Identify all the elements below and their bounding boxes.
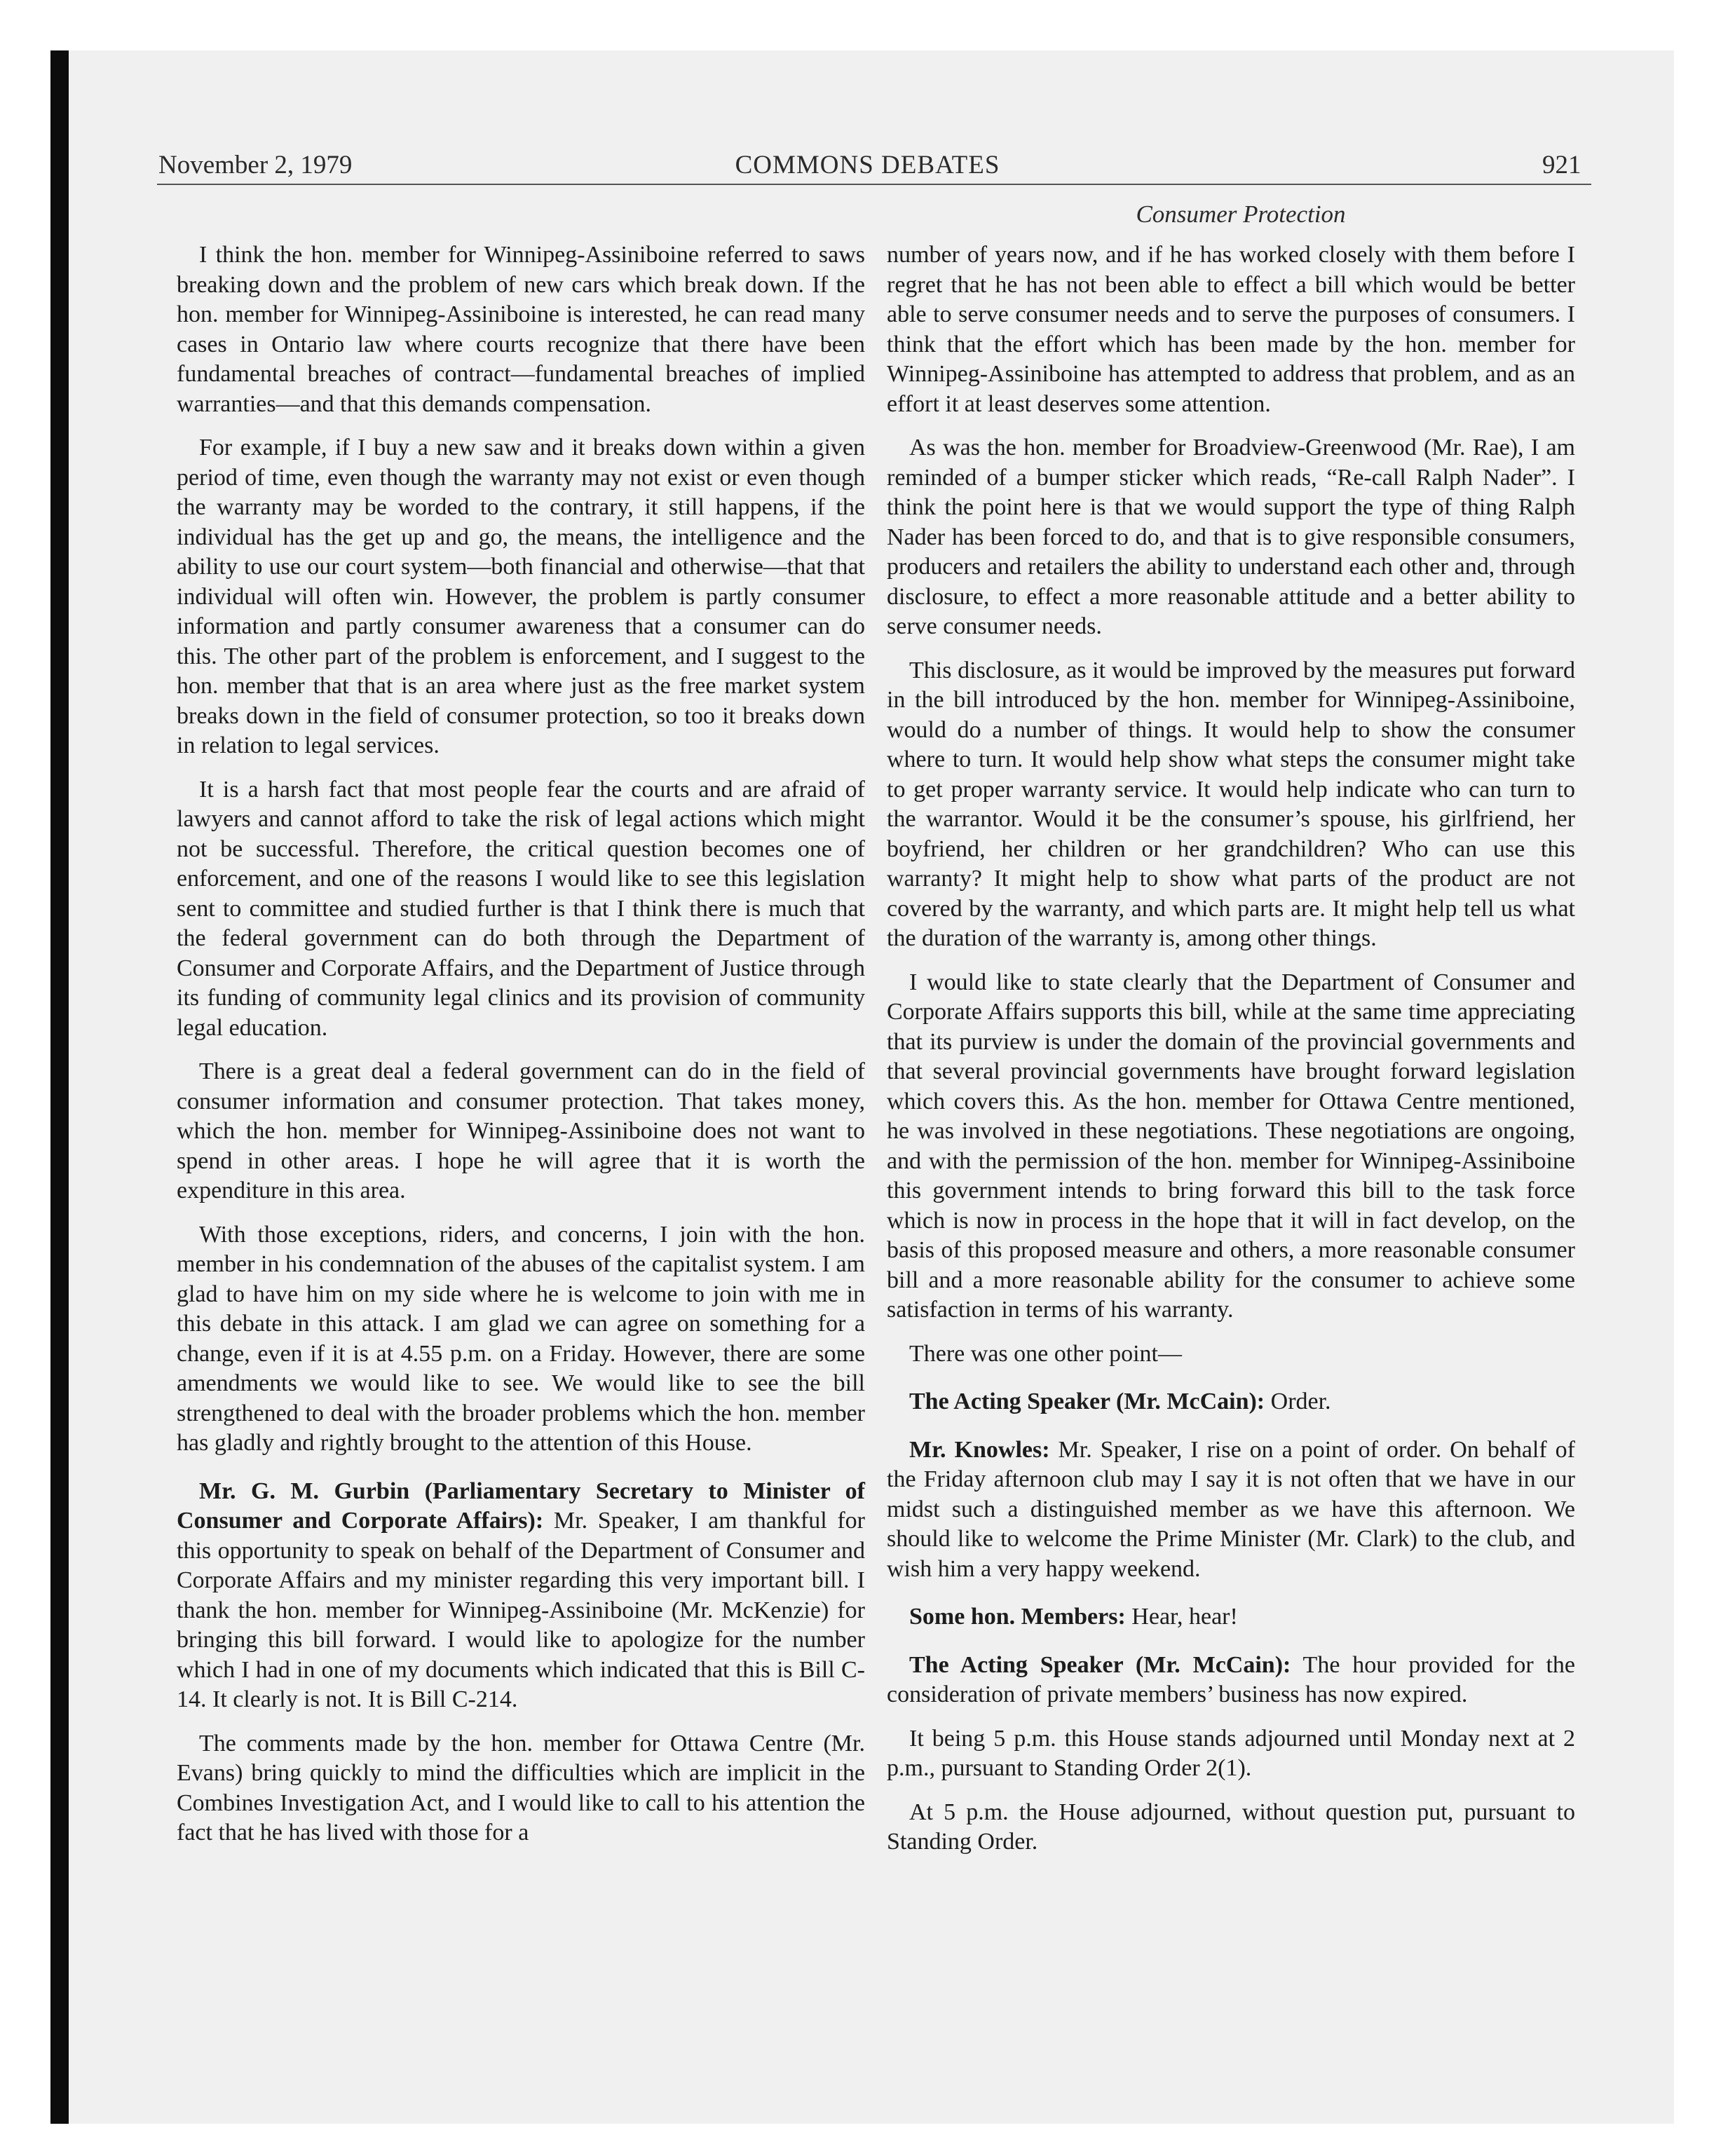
speaker-name: Mr. G. M. Gurbin (Parliamentary Secretary to Minister of Consumer and Corporate Affairs):	[177, 1478, 865, 1534]
speech-text: The hour provided for the consideration of private members’ business has now expired.	[887, 1651, 1575, 1707]
speech-text: Order.	[1270, 1389, 1331, 1414]
running-head: Consumer Protection	[1136, 200, 1346, 228]
scan-edge	[50, 50, 69, 2124]
paragraph: With those exceptions, riders, and concerns, I join with the hon. member in his condemnation of the abuses of the capitalist system. I am glad to have him on my side where he is welcome to join with me in this debate in this attack. I am glad we can agree on something for a change, even if it is at 4.55 p.m. on a Friday. However, there are some amendments we would like to see. We would like to see the bill strengthened to deal with the broader problems which the hon. member has gladly and rightly brought to the attention of this House.	[177, 1221, 865, 1456]
right-column	[887, 240, 1575, 1871]
paragraph: As was the hon. member for Broadview-Greenwood (Mr. Rae), I am reminded of a bumper sticker which reads, “Re-call Ralph Nader”. I think the point here is that we would support the type of thing Ralph Nader has been forced to do, and that is to give responsible consumers, producers and retailers the ability to understand each other and, through disclosure, to effect a more reasonable attitude and a better ability to serve consumer needs.	[887, 435, 1575, 639]
speech-gurbin	[177, 1477, 865, 1715]
header-rule	[157, 184, 1591, 185]
left-column	[177, 240, 865, 1862]
paragraph: number of years now, and if he has worked closely with them before I regret that he has not been able to effect a bill which would be better able to serve consumer needs and to serve the purposes of consumers. I think that the effort which has been made by the hon. member for Winnipeg-Assiniboine has attempted to address that problem, and as an effort it at least deserves some attention.	[887, 242, 1575, 417]
speaker-name: The Acting Speaker (Mr. McCain):	[909, 1651, 1291, 1678]
page-number: 921	[1542, 151, 1581, 179]
header-title: COMMONS DEBATES	[735, 151, 1000, 179]
speech-members	[887, 1602, 1575, 1632]
paragraph: This disclosure, as it would be improved by the measures put forward in the bill introduced by the hon. member for Winnipeg-Assiniboine, would do a number of things. It would help to show the consumer where to turn. It would help show what steps the consumer might take to get proper warranty service. It would help indicate who can turn to the warrantor. Would it be the consumer’s spouse, his girlfriend, her boyfriend, her children or her grandchildren? Who can use this warranty? It might help to show what parts of the product are not covered by the warranty, and which parts are. It might help tell us what the duration of the warranty is, among other things.	[887, 657, 1575, 951]
paragraph: It is a harsh fact that most people fear the courts and are afraid of lawyers and cannot afford to take the risk of legal actions which might not be successful. Therefore, the critical question becomes one of enforcement, and one of the reasons I would like to see this legislation sent to committee and studied further is that I think there is much that the federal government can do both through the Department of Consumer and Corporate Affairs, and the Department of Justice through its funding of community legal clinics and its provision of community legal education.	[177, 776, 865, 1041]
paragraph: It being 5 p.m. this House stands adjourned until Monday next at 2 p.m., pursuant to Standing Order 2(1).	[887, 1725, 1575, 1781]
paragraph: There was one other point—	[909, 1340, 1182, 1367]
speaker-name: The Acting Speaker (Mr. McCain):	[909, 1389, 1265, 1414]
paragraph: I think the hon. member for Winnipeg-Assiniboine referred to saws breaking down and the problem of new cars which break down. If the hon. member for Winnipeg-Assiniboine is interested, he can read many cases in Ontario law where courts recognize that there have been fundamental breaches of contract—fundamental breaches of implied warranties—and that this demands compensation.	[177, 242, 865, 417]
speech-text: Mr. Speaker, I am thankful for this opportunity to speak on behalf of the Department of Consumer and Corporate Affairs and my minister regarding this very important bill. I thank the hon. member for Winnipeg-Assiniboine (Mr. McKenzie) for bringing this bill forward. I would like to apologize for the number which I had in one of my documents which indicated that this is Bill C-14. It clearly is not. It is Bill C-214.	[177, 1508, 866, 1712]
speech-acting-speaker	[887, 1651, 1575, 1710]
paragraph: At 5 p.m. the House adjourned, without question put, pursuant to Standing Order.	[887, 1799, 1575, 1855]
speaker-name: Mr. Knowles:	[909, 1436, 1050, 1463]
paragraph: The comments made by the hon. member for Ottawa Centre (Mr. Evans) bring quickly to mind the difficulties which are implicit in the Combines Investigation Act, and I would like to call to his attention the fact that he has lived with those for a	[177, 1730, 865, 1845]
paragraph: I would like to state clearly that the Department of Consumer and Corporate Affairs supports this bill, while at the same time appreciating that its purview is under the domain of the provincial governments and that several provincial governments have brought forward legislation which covers this. As the hon. member for Ottawa Centre mentioned, he was involved in these negotiations. These negotiations are ongoing, and with the permission of the hon. member for Winnipeg-Assiniboine this government intends to bring forward this bill to the task force which is now in process in the hope that it will in fact develop, on the basis of this proposed measure and others, a more reasonable consumer bill and a more reasonable ability for the consumer to achieve some satisfaction in terms of his warranty.	[887, 969, 1575, 1323]
speech-text: Hear, hear!	[1131, 1604, 1238, 1630]
header-date: November 2, 1979	[158, 151, 353, 179]
speech-knowles	[887, 1435, 1575, 1585]
paragraph: For example, if I buy a new saw and it breaks down within a given period of time, even though the warranty may not exist or even though the warranty may be worded to the contrary, it still happens, if the individual has the get up and go, the means, the intelligence and the ability to use our court system—both financial and otherwise—that that individual will often win. However, the problem is partly consumer information and partly consumer awareness that a consumer can do this. The other part of the problem is enforcement, and I suggest to the hon. member that that is an area where just as the free market system breaks down in the field of consumer protection, so too it breaks down in relation to legal services.	[177, 435, 865, 758]
speaker-name: Some hon. Members:	[909, 1604, 1126, 1630]
speech-text: Mr. Speaker, I rise on a point of order. On behalf of the Friday afternoon club may I say it is not often that we have in our midst such a distinguished member as we have this afternoon. We should like to welcome the Prime Minister (Mr. Clark) to the club, and wish him a very happy weekend.	[887, 1436, 1576, 1582]
speech-acting-speaker	[887, 1387, 1575, 1417]
paragraph: There is a great deal a federal government can do in the field of consumer information and consumer protection. That takes money, which the hon. member for Winnipeg-Assiniboine does not want to spend in other areas. I hope he will agree that it is worth the expenditure in this area.	[177, 1058, 865, 1203]
